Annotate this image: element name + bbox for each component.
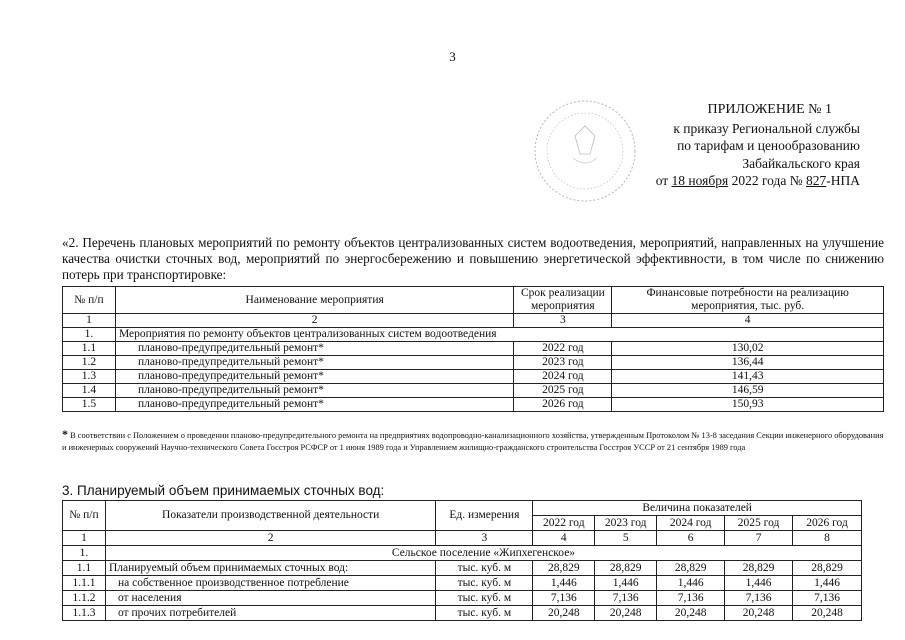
group-name: Мероприятия по ремонту объектов централизованных систем водоотведения bbox=[115, 328, 883, 342]
row-value: 28,829 bbox=[657, 561, 725, 576]
table-row bbox=[63, 370, 884, 384]
header-cost: Финансовые потребности на реализацию мероприятия, тыс. руб. bbox=[612, 287, 884, 314]
header-measure-name: Наименование мероприятия bbox=[115, 287, 513, 314]
table-row bbox=[63, 576, 862, 591]
column-number: 1 bbox=[63, 314, 116, 328]
header-num: № п/п bbox=[63, 501, 106, 531]
column-number: 2 bbox=[105, 531, 435, 546]
row-value: 7,136 bbox=[657, 591, 725, 606]
group-num: 1. bbox=[63, 546, 106, 561]
row-value: 7,136 bbox=[725, 591, 793, 606]
table-header-row bbox=[63, 287, 884, 314]
wastewater-volume-table bbox=[62, 500, 862, 621]
column-number: 5 bbox=[595, 531, 657, 546]
footnote bbox=[62, 428, 886, 455]
row-value: 7,136 bbox=[533, 591, 595, 606]
row-value: 7,136 bbox=[595, 591, 657, 606]
column-number-row bbox=[63, 531, 862, 546]
header-unit: Ед. измерения bbox=[436, 501, 533, 531]
row-num: 1.1.3 bbox=[63, 606, 106, 621]
appendix-line-2: по тарифам и ценообразованию bbox=[677, 138, 860, 153]
group-row bbox=[63, 328, 884, 342]
group-num: 1. bbox=[63, 328, 116, 342]
table-header-row bbox=[63, 501, 862, 516]
row-term: 2023 год bbox=[514, 356, 612, 370]
order-suffix: -НПА bbox=[826, 173, 860, 188]
header-year: 2023 год bbox=[595, 516, 657, 531]
appendix-title: ПРИЛОЖЕНИЕ № 1 bbox=[707, 102, 832, 117]
column-number: 7 bbox=[725, 531, 793, 546]
column-number: 4 bbox=[533, 531, 595, 546]
order-number: 827 bbox=[806, 173, 827, 188]
row-num: 1.5 bbox=[63, 398, 116, 412]
row-name: планово-предупредительный ремонт* bbox=[115, 384, 513, 398]
appendix-order-line bbox=[560, 172, 860, 190]
row-unit: тыс. куб. м bbox=[436, 591, 533, 606]
row-cost: 150,93 bbox=[612, 398, 884, 412]
row-value: 20,248 bbox=[657, 606, 725, 621]
row-name: на собственное производственное потребление bbox=[105, 576, 435, 591]
row-value: 1,446 bbox=[533, 576, 595, 591]
column-number: 3 bbox=[436, 531, 533, 546]
table-row bbox=[63, 591, 862, 606]
row-num: 1.1.1 bbox=[63, 576, 106, 591]
row-value: 20,248 bbox=[595, 606, 657, 621]
row-name: планово-предупредительный ремонт* bbox=[115, 398, 513, 412]
row-name: планово-предупредительный ремонт* bbox=[115, 342, 513, 356]
header-num: № п/п bbox=[63, 287, 116, 314]
column-number-row bbox=[63, 314, 884, 328]
row-value: 20,248 bbox=[793, 606, 862, 621]
header-year: 2026 год bbox=[793, 516, 862, 531]
footnote-text: В соответствии с Положением о проведении планово-предупредительного ремонта на предприятиях водопроводно-канализационного хозяйства, утвержденным Протоколом № 13-8 заседания Секции инженерного оборудования и инженерных сооружений Научно-технического Совета Госстроя РСФСР от 1 июня 1989 года и Управлением жилищно-гражданского строительства Госстроя УССР от 21 сентября 1989 года bbox=[62, 431, 884, 453]
row-value: 28,829 bbox=[533, 561, 595, 576]
row-value: 1,446 bbox=[595, 576, 657, 591]
row-name: Планируемый объем принимаемых сточных вод: bbox=[105, 561, 435, 576]
order-year: 2022 года № bbox=[731, 173, 803, 188]
row-value: 1,446 bbox=[793, 576, 862, 591]
row-term: 2026 год bbox=[514, 398, 612, 412]
header-term: Срок реализации мероприятия bbox=[514, 287, 612, 314]
row-unit: тыс. куб. м bbox=[436, 561, 533, 576]
row-value: 7,136 bbox=[793, 591, 862, 606]
row-name: планово-предупредительный ремонт* bbox=[115, 356, 513, 370]
row-cost: 141,43 bbox=[612, 370, 884, 384]
header-year: 2025 год bbox=[725, 516, 793, 531]
row-value: 20,248 bbox=[725, 606, 793, 621]
column-number: 4 bbox=[612, 314, 884, 328]
row-value: 20,248 bbox=[533, 606, 595, 621]
row-value: 28,829 bbox=[725, 561, 793, 576]
table-row bbox=[63, 398, 884, 412]
row-name: от населения bbox=[105, 591, 435, 606]
row-cost: 146,59 bbox=[612, 384, 884, 398]
repair-measures-table bbox=[62, 286, 884, 412]
row-name: планово-предупредительный ремонт* bbox=[115, 370, 513, 384]
row-term: 2024 год bbox=[514, 370, 612, 384]
table-row bbox=[63, 606, 862, 621]
row-num: 1.3 bbox=[63, 370, 116, 384]
row-num: 1.1.2 bbox=[63, 591, 106, 606]
column-number: 1 bbox=[63, 531, 106, 546]
column-number: 3 bbox=[514, 314, 612, 328]
order-date: 18 ноября bbox=[671, 173, 729, 188]
header-values: Величина показателей bbox=[533, 501, 862, 516]
column-number: 8 bbox=[793, 531, 862, 546]
column-number: 2 bbox=[115, 314, 513, 328]
row-num: 1.2 bbox=[63, 356, 116, 370]
row-value: 28,829 bbox=[793, 561, 862, 576]
appendix-header bbox=[560, 101, 860, 190]
row-num: 1.1 bbox=[63, 342, 116, 356]
table-row bbox=[63, 342, 884, 356]
table-row bbox=[63, 356, 884, 370]
table-row bbox=[63, 384, 884, 398]
page-number: 3 bbox=[449, 49, 456, 64]
row-unit: тыс. куб. м bbox=[436, 606, 533, 621]
appendix-line-3: Забайкальского края bbox=[742, 155, 860, 171]
row-cost: 136,44 bbox=[612, 356, 884, 370]
row-value: 28,829 bbox=[595, 561, 657, 576]
row-term: 2022 год bbox=[514, 342, 612, 356]
row-value: 1,446 bbox=[657, 576, 725, 591]
row-term: 2025 год bbox=[514, 384, 612, 398]
table-row bbox=[63, 561, 862, 576]
footnote-star: * bbox=[62, 427, 68, 441]
group-row bbox=[63, 546, 862, 561]
group-name: Сельское поселение «Жипхегенское» bbox=[105, 546, 861, 561]
column-number: 6 bbox=[657, 531, 725, 546]
header-indicator: Показатели производственной деятельности bbox=[105, 501, 435, 531]
row-value: 1,446 bbox=[725, 576, 793, 591]
row-name: от прочих потребителей bbox=[105, 606, 435, 621]
header-year: 2022 год bbox=[533, 516, 595, 531]
header-year: 2024 год bbox=[657, 516, 725, 531]
order-prefix: от bbox=[655, 173, 669, 188]
appendix-line-1: к приказу Региональной службы bbox=[673, 120, 860, 136]
row-num: 1.4 bbox=[63, 384, 116, 398]
row-cost: 130,02 bbox=[612, 342, 884, 356]
row-num: 1.1 bbox=[63, 561, 106, 576]
section-3-title: 3. Планируемый объем принимаемых сточных вод: bbox=[62, 483, 385, 498]
section-2-title: «2. Перечень плановых мероприятий по ремонту объектов централизованных систем водоотведения, мероприятий, направленных на улучшение качества очистки сточных вод, мероприятий по энергосбережению и повышению энергетической эффективности, в том числе по снижению потерь при транспортировке: bbox=[62, 235, 884, 282]
row-unit: тыс. куб. м bbox=[436, 576, 533, 591]
